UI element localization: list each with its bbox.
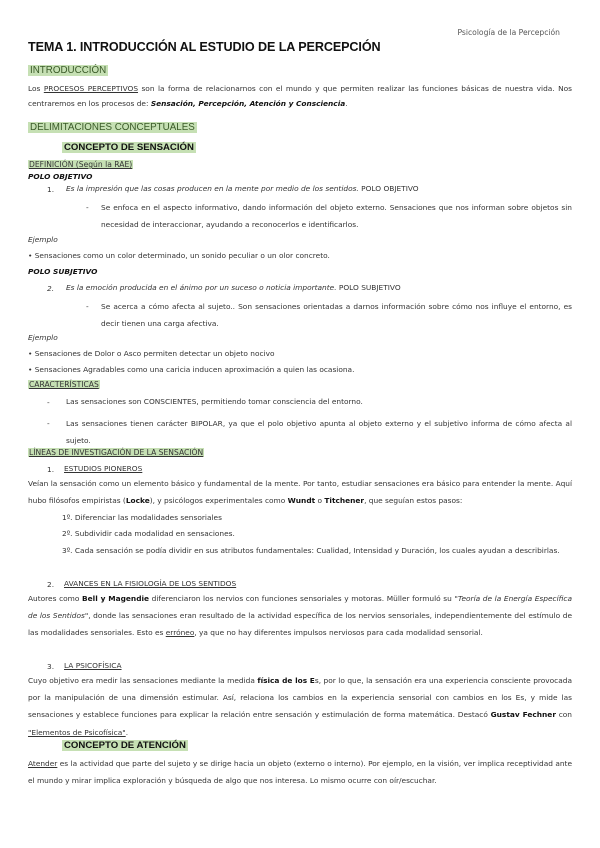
subheading-psicofisica: LA PSICOFÍSICA [64,661,122,670]
definition-item-2: Es la emoción producida en el ánimo por un suceso o noticia importante. POLO SUBJETIVO [66,283,401,292]
dash-bullet: - [86,302,89,311]
intro-paragraph: Los PROCESOS PERCEPTIVOS son la forma de relacionarnos con el mundo y que permiten realizar las funciones básicas de nuestra vida. Nos centraremos en los procesos de: Sensación, Percepción, Atención y Consciencia. [28,84,572,108]
caracteristica-1: Las sensaciones son CONSCIENTES, permitiendo tomar consciencia del entorno. [66,397,363,406]
ejemplo-1-text: • Sensaciones como un color determinado, un sonido peculiar o un olor concreto. [28,251,330,260]
caracteristica-2: Las sensaciones tienen carácter BIPOLAR, ya que el polo objetivo apunta al objeto externo y el subjetivo informa de cómo afecta al sujeto. [66,419,572,445]
list-number-2: 2. [47,580,55,589]
definition-item-1: Es la impresión que las cosas producen en la mente por medio de los sentidos. POLO OBJETIVO [66,184,419,193]
label-polo-subjetivo: POLO SUBJETIVO [28,267,98,276]
dash-bullet: - [47,419,50,428]
subheading-avances-fisiologia: AVANCES EN LA FISIOLOGÍA DE LOS SENTIDOS [64,579,237,588]
definition-item-1-detail: Se enfoca en el aspecto informativo, dando información del objeto externo. Sensaciones que nos informan sobre objetos sin necesidad de interaccionar, ayudando a reconocerlos e identificarlos. [101,203,572,229]
heading-introduccion: INTRODUCCIÓN [30,65,107,76]
list-number-2: 2. [47,284,55,293]
psicofisica-paragraph: Cuyo objetivo era medir las sensaciones mediante la medida física de los Es, por lo que, la sensación era una experiencia consciente provocada por la manipulación de una dimensión estimular. Así, relaciona los cambios en la experiencia sensorial con cambios en los Es, y mide las sensaciones y establece funciones para explicar la relación entre sensación y estimulación de forma matemática. Destacó Gustav Fechner con "Elementos de Psicofísica". [28,676,572,737]
list-number-1: 1. [47,185,55,194]
step-2: 2º. Subdividir cada modalidad en sensaciones. [62,529,235,538]
dash-bullet: - [47,398,50,407]
heading-caracteristicas: CARACTERÍSTICAS [29,380,99,389]
dash-bullet: - [86,203,89,212]
ejemplo-2-line-1: • Sensaciones de Dolor o Asco permiten detectar un objeto nocivo [28,349,275,358]
heading-concepto-atencion: CONCEPTO DE ATENCIÓN [64,740,186,751]
list-number-1: 1. [47,465,55,474]
atencion-paragraph: Atender es la actividad que parte del sujeto y se dirige hacia un objeto (externo o interno). Por ejemplo, en la visión, ver implica receptividad ante el mundo y mirar implica exploración y búsqueda de algo que nos interesa. Lo mismo ocurre con oír/escuchar. [28,759,572,786]
label-ejemplo-2: Ejemplo [28,333,58,342]
ejemplo-2-line-2: • Sensaciones Agradables como una caricia inducen aproximación a quien las ocasiona. [28,365,355,374]
label-ejemplo-1: Ejemplo [28,235,58,244]
heading-delimitaciones: DELIMITACIONES CONCEPTUALES [30,122,195,133]
label-polo-objetivo: POLO OBJETIVO [28,172,93,181]
heading-definicion: DEFINICIÓN (Según la RAE) [29,160,133,169]
running-header: Psicología de la Percepción [457,28,560,37]
definition-item-2-detail: Se acerca a cómo afecta al sujeto.. Son sensaciones orientadas a darnos información sobre cómo nos influye el entorno, es decir tienen una carga afectiva. [101,302,572,328]
heading-lineas-investigacion: LÍNEAS DE INVESTIGACIÓN DE LA SENSACIÓN [29,448,204,457]
step-3: 3º. Cada sensación se podía dividir en sus atributos fundamentales: Cualidad, Intensidad y Duración, los cuales ayudan a describirlas. [62,546,560,555]
step-1: 1º. Diferenciar las modalidades sensoriales [62,513,222,522]
estudios-pioneros-paragraph: Veían la sensación como un elemento básico y fundamental de la mente. Por tanto, estudiar sensaciones era básico para entender la mente. Aquí hubo filósofos empiristas (Locke), y psicólogos experimentales como Wundt o Titchener, que seguían estos pasos: [28,479,572,505]
heading-concepto-sensacion: CONCEPTO DE SENSACIÓN [64,142,194,153]
avances-paragraph: Autores como Bell y Magendie diferenciaron los nervios con funciones sensoriales y motoras. Müller formuló su "Teoría de la Energía Específica de los Sentidos", donde las sensaciones eran resultado de la actividad específica de los nervios sensoriales, independientemente del estímulo de las modalidades sensoriales. Esto es erróneo, ya que no hay diferentes impulsos nerviosos para cada modalidad sensorial. [28,594,572,638]
page-title: TEMA 1. INTRODUCCIÓN AL ESTUDIO DE LA PERCEPCIÓN [28,40,381,54]
subheading-estudios-pioneros: ESTUDIOS PIONEROS [64,464,143,473]
list-number-3: 3. [47,662,55,671]
